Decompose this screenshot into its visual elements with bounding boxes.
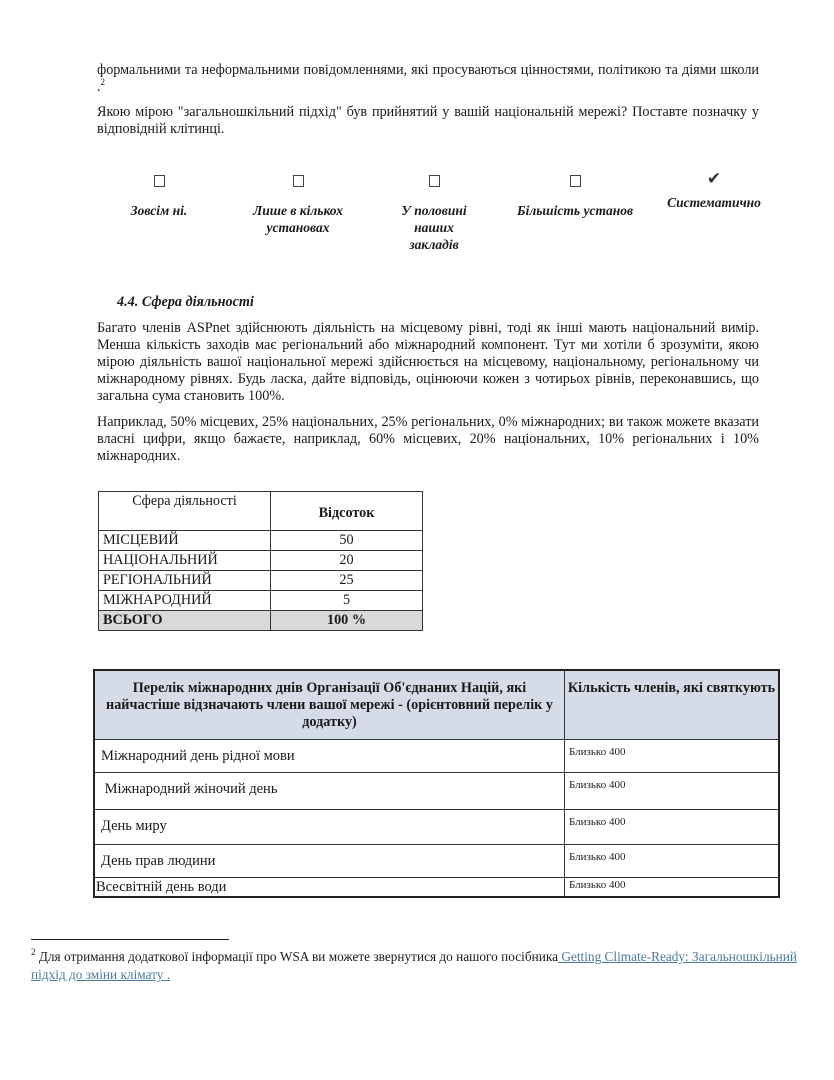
table-row [94,810,779,845]
checkbox-empty-icon[interactable] [154,175,165,187]
total-row [99,611,423,631]
footnote [31,948,826,984]
scope-table [98,491,423,631]
table-row [99,551,423,571]
scope-cell: НАЦІОНАЛЬНИЙ [99,551,271,571]
scale-option-half[interactable]: У половині наших закладів [392,172,476,253]
checkmark-icon[interactable]: ✔ [706,169,722,188]
table-row [94,773,779,810]
table-row [94,845,779,878]
count-cell[interactable]: Близько 400 [565,773,780,810]
table-row [94,740,779,773]
scale-option-most[interactable]: Більшість установ [505,172,645,219]
percent-cell[interactable]: 25 [271,571,423,591]
footnote-divider [31,939,229,940]
footnote-text: Для отримання додаткової інформації про WSA ви можете звернутися до нашого посібника [35,949,559,964]
checkbox-empty-icon[interactable] [570,175,581,187]
checkbox-empty-icon[interactable] [429,175,440,187]
day-cell: День миру [94,810,565,845]
count-header: Кількість членів, які святкують [565,670,780,740]
section-paragraph-2: Наприклад, 50% місцевих, 25% національних, 25% регіональних, 0% міжнародних; ви також можете вказати власні цифри, якщо бажаєте, наприклад, 60% місцевих, 20% національних, 10% регіональних і 10% міжнародних. [97,414,759,464]
day-cell: Міжнародний жіночий день [94,773,565,810]
section-title: 4.4. Сфера діяльності [117,294,254,310]
scope-cell: МІЖНАРОДНИЙ [99,591,271,611]
scope-header: Сфера діяльності [99,492,271,531]
day-cell: День прав людини [94,845,565,878]
total-value: 100 % [271,611,423,631]
adoption-scale [100,169,780,262]
day-cell: Всесвітній день води [94,878,565,898]
count-cell[interactable]: Близько 400 [565,740,780,773]
scale-option-systematic[interactable]: ✔ Систематично [657,172,771,211]
scope-cell: РЕГІОНАЛЬНИЙ [99,571,271,591]
table-row [99,571,423,591]
scope-cell: МІСЦЕВИЙ [99,531,271,551]
count-cell[interactable]: Близько 400 [565,845,780,878]
scale-option-none[interactable]: Зовсім ні. [100,172,218,219]
percent-cell[interactable]: 50 [271,531,423,551]
guide-link[interactable]: Getting Climate-Ready: Загальношкільний підхід до зміни клімату . [31,949,798,982]
percent-cell[interactable]: 20 [271,551,423,571]
checkbox-empty-icon[interactable] [293,175,304,187]
count-cell[interactable]: Близько 400 [565,878,780,898]
table-row [99,531,423,551]
percent-header: Відсоток [271,492,423,531]
table-row [99,591,423,611]
days-header: Перелік міжнародних днів Організації Об'єднаних Націй, які найчастіше відзначають члени вашої мережі - (орієнтовний перелік у додатку) [94,670,565,740]
percent-cell[interactable]: 5 [271,591,423,611]
day-cell: Міжнародний день рідної мови [94,740,565,773]
footnote-ref: 2 [100,77,106,87]
footnote-number: 2 [31,947,36,957]
section-paragraph-1: Багато членів ASPnet здійснюють діяльність на місцевому рівні, тоді як інші мають національний вимір. Менша кількість заходів має регіональний або міжнародний компонент. Тут ми хотіли б зрозуміти, якою мірою діяльність вашої національної мережі здійснюється на місцевому, національному, регіональному чи міжнародному рівнях. Будь ласка, дайте відповідь, оцінюючи кожен з чотирьох рівнів, переконавшись, що загальна сума становить 100%. [97,320,759,404]
intro-continuation: формальними та неформальними повідомленнями, які просуваються цінностями, політикою та діями школи .$^2$ [97,62,759,95]
scale-option-few[interactable]: Лише в кількох установах [238,172,358,236]
table-row [94,878,779,898]
total-label: ВСЬОГО [99,611,271,631]
count-cell[interactable]: Близько 400 [565,810,780,845]
un-days-table [93,669,780,898]
scale-question: Якою мірою "загальношкільний підхід" був прийнятий у вашій національній мережі? Поставте позначку у відповідній клітинці. [97,104,759,137]
